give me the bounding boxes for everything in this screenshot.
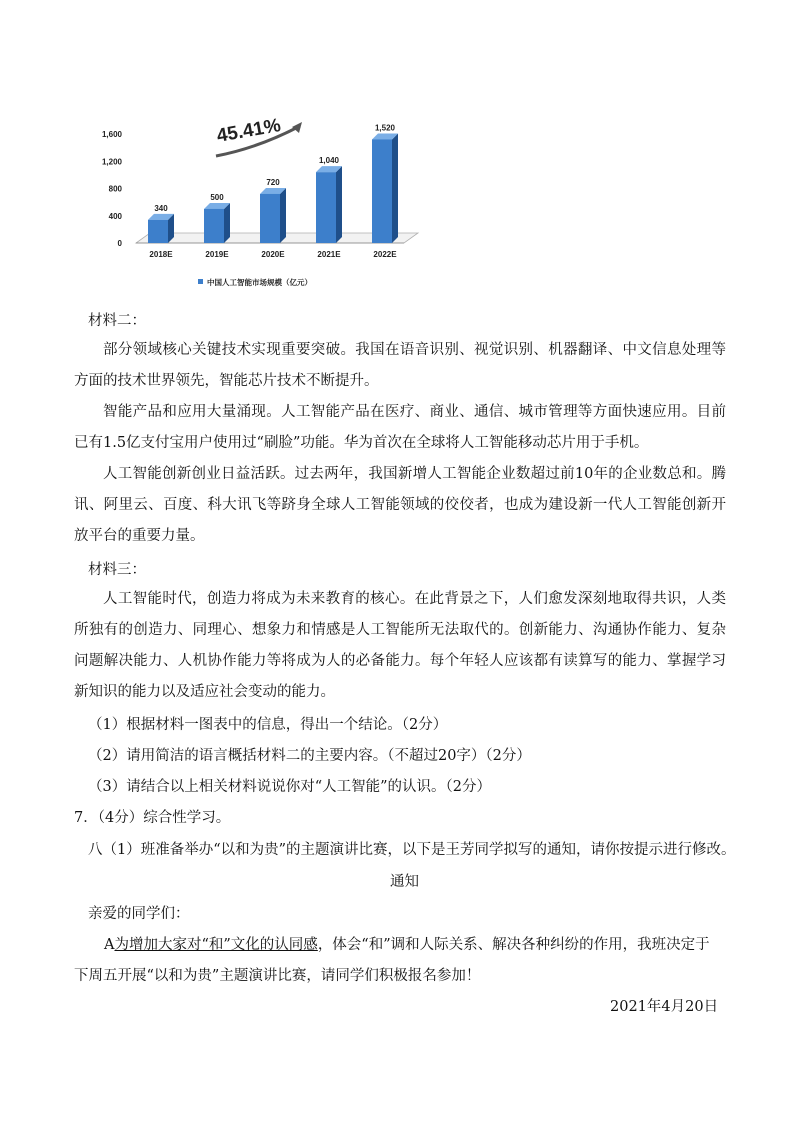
y-tick-label: 0 [117, 239, 122, 248]
underlined-sentence: 为增加大家对“和”文化的认同感 [114, 937, 318, 953]
bar-2019E [204, 193, 230, 259]
market-size-bar-chart [88, 100, 428, 300]
x-tick-label: 2019E [205, 250, 229, 259]
bar-value-label: 500 [210, 192, 224, 202]
bar-2020E [260, 178, 286, 259]
bar-front [372, 139, 392, 243]
x-tick-label: 2018E [149, 250, 173, 259]
material3-heading: 材料三： [88, 562, 146, 578]
bar-front [260, 194, 280, 243]
legend-label: 中国人工智能市场规模（亿元） [207, 278, 312, 287]
y-tick-label: 1,200 [101, 157, 122, 167]
material2-paragraph-1: 部分领域核心关键技术实现重要突破。我国在语音识别、视觉识别、机器翻译、中文信息处理等方面的技术世界领先，智能芯片技术不断提升。 [74, 342, 726, 389]
material2-heading: 材料二： [88, 313, 146, 329]
notice-title: 通知 [390, 874, 419, 890]
y-tick-label: 1,600 [101, 130, 122, 139]
material3-paragraph-1: 人工智能时代，创造力将成为未来教育的核心。在此背景之下，人们愈发深刻地取得共识，人类所独有的创造力、同理心、想象力和情感是人工智能所无法取代的。创新能力、沟通协作能力、复杂问题解决能力、人机协作能力等将成为人的必备能力。每个年轻人应该都有读算写的能力、掌握学习新知识的能力以及适应社会变动的能力。 [74, 591, 726, 700]
y-axis-tick-labels [102, 130, 123, 248]
bar-2022E [372, 123, 398, 259]
bar-front [204, 209, 224, 243]
bar-side [280, 188, 286, 243]
material2-paragraph-3: 人工智能创新创业日益活跃。过去两年，我国新增人工智能企业数超过前10年的企业数总和。腾讯、阿里云、百度、科大讯飞等跻身全球人工智能领域的佼佼者，也成为建设新一代人工智能创新开放平台的重要力量。 [74, 466, 726, 544]
x-tick-label: 2020E [261, 250, 285, 259]
legend-swatch [198, 279, 203, 284]
notice-body-line-2: 下周五开展“以和为贵”主题演讲比赛，请同学们积极报名参加！ [74, 968, 481, 984]
bar-value-label: 720 [266, 177, 280, 187]
bar-value-label: 1,040 [318, 156, 340, 166]
bar-side [392, 133, 398, 243]
bar-front [148, 220, 168, 243]
y-tick-label: 800 [108, 184, 122, 194]
chart-legend [198, 277, 312, 287]
notice-greeting: 亲爱的同学们： [88, 906, 190, 922]
bar-side [224, 203, 230, 243]
y-tick-label: 400 [108, 211, 122, 221]
sentence-marker: A [104, 937, 115, 953]
x-tick-label: 2021E [317, 250, 341, 259]
notice-body-line-1 [104, 935, 710, 955]
bar-value-label: 1,520 [374, 123, 396, 133]
bar-2018E [148, 204, 174, 259]
bar-2021E [316, 156, 342, 259]
notice-body-rest: ，体会“和”调和人际关系、解决各种纠纷的作用，我班决定于 [317, 937, 710, 953]
growth-annotation [215, 115, 302, 156]
growth-arrow-head [292, 122, 302, 133]
question-3: （3）请结合以上相关材料说说你对“人工智能”的认识。（2分） [88, 779, 492, 795]
question-2: （2）请用简洁的语言概括材料二的主要内容。（不超过20字）（2分） [88, 748, 531, 764]
bar-front [316, 172, 336, 243]
x-tick-label: 2022E [373, 250, 397, 259]
question-7-intro: 八（1）班准备举办“以和为贵”的主题演讲比赛，以下是王芳同学拟写的通知，请你按提示进行修改。 [88, 842, 736, 858]
bar-value-label: 340 [154, 203, 168, 213]
question-7-title: 7．（4分）综合性学习。 [74, 810, 231, 826]
growth-rate-label: 45.41% [215, 115, 283, 147]
notice-date: 2021年4月20日 [610, 999, 719, 1015]
bar-side [336, 166, 342, 243]
question-1: （1）根据材料一图表中的信息，得出一个结论。（2分） [88, 717, 448, 733]
material2-paragraph-2: 智能产品和应用大量涌现。人工智能产品在医疗、商业、通信、城市管理等方面快速应用。目前已有1.5亿支付宝用户使用过“刷脸”功能。华为首次在全球将人工智能移动芯片用于手机。 [74, 404, 726, 451]
